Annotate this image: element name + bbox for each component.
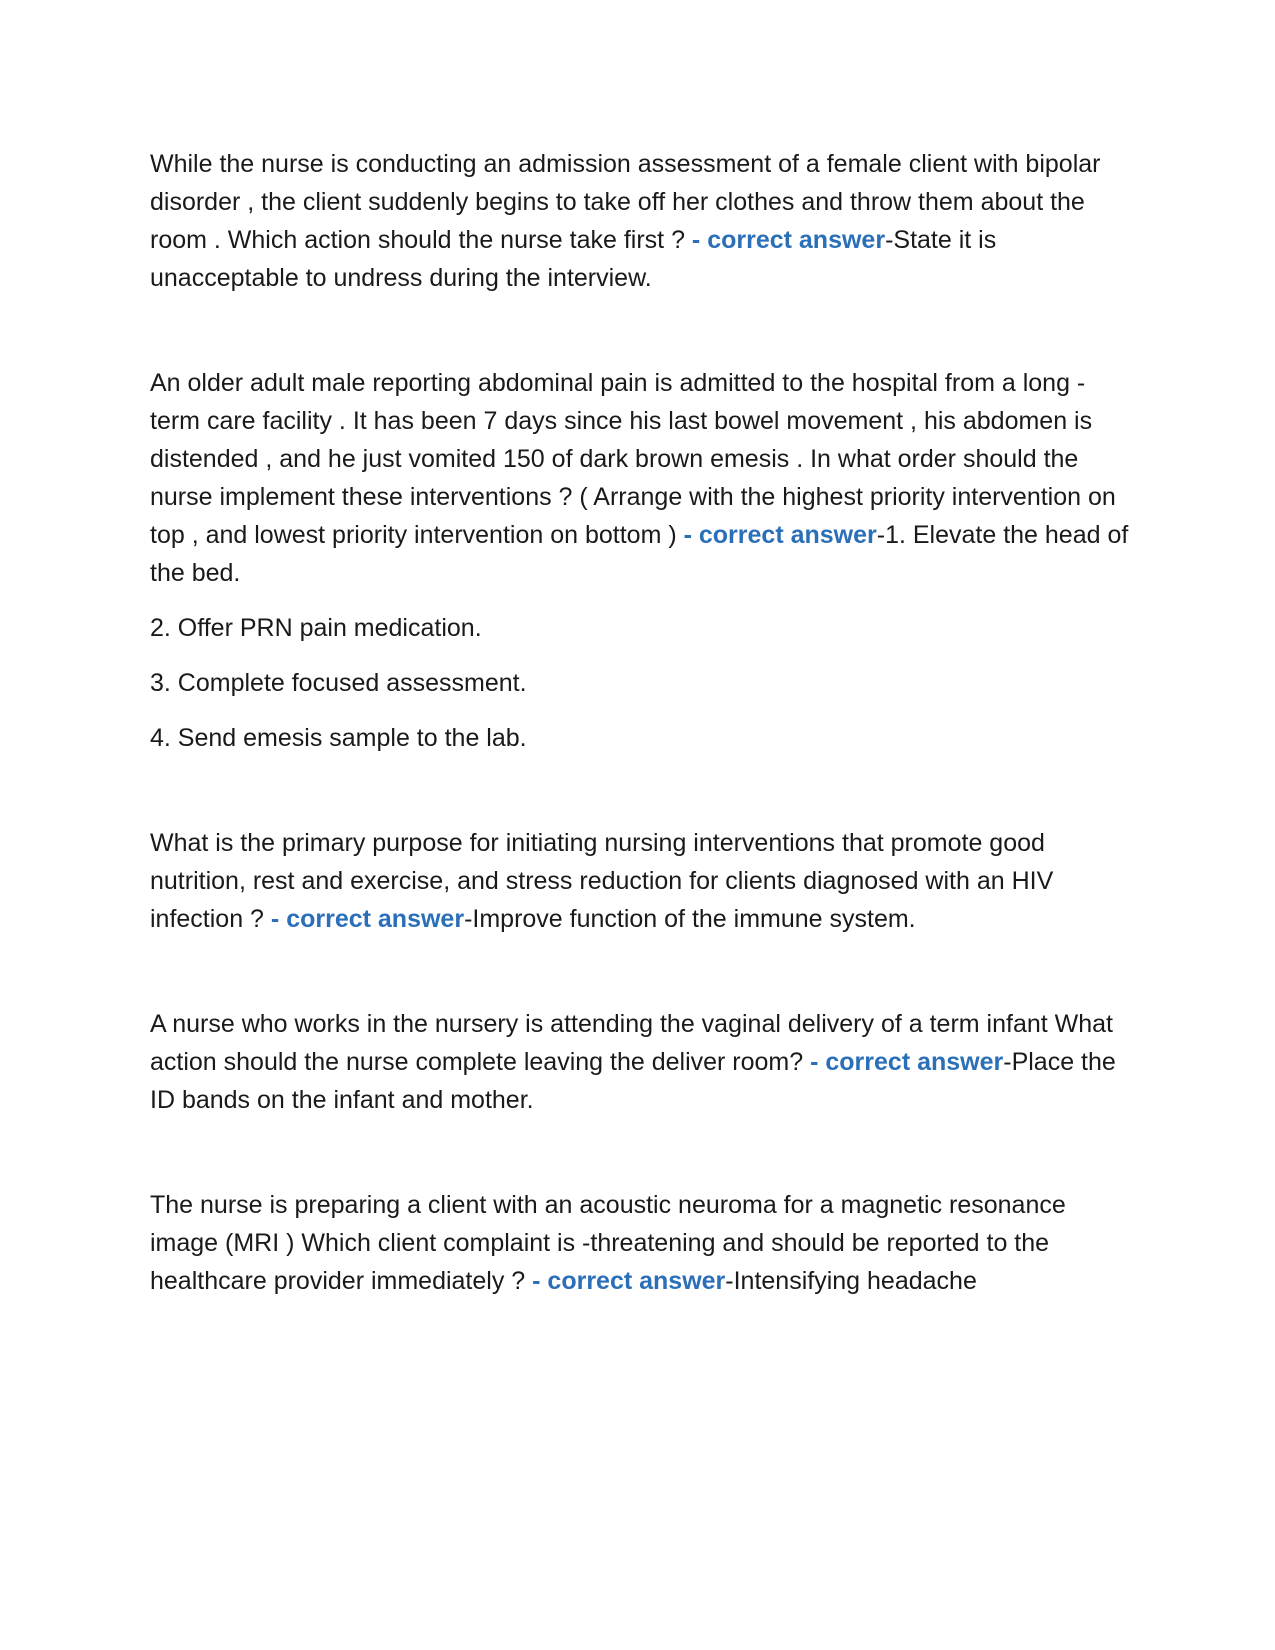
answer-text: -Improve function of the immune system. — [464, 905, 916, 933]
answer-text: -Intensifying headache — [725, 1267, 977, 1295]
answer-list-item: 4. Send emesis sample to the lab. — [150, 724, 527, 752]
question-text: An older adult male reporting abdominal pain is admitted to the hospital from a long -term care facility . It has been 7 days since his last bowel movement , his abdomen is distended , and he just vomited 150 of dark brown emesis . In what order should the nurse implement these interventions ? ( Arrange with the highest priority intervention on top , and lowest priority intervention on bottom ) — [150, 369, 1116, 549]
correct-answer-label: - correct answer — [810, 1048, 1004, 1076]
answer-text: -State it is unacceptable to undress during the interview. — [150, 226, 997, 292]
question-text: What is the primary purpose for initiating nursing interventions that promote good nutrition, rest and exercise, and stress reduction for clients diagnosed with an HIV infection ? — [150, 829, 1054, 933]
qa-item-3 — [150, 824, 1130, 938]
answer-text: -Place the ID bands on the infant and mother. — [150, 1048, 1116, 1114]
qa-item-1 — [150, 145, 1130, 297]
qa-item-2 — [150, 364, 1130, 592]
answer-list-item: 2. Offer PRN pain medication. — [150, 614, 482, 642]
question-text: The nurse is preparing a client with an acoustic neuroma for a magnetic resonance image (MRI ) Which client complaint is -threatening and should be reported to the healthcare provider immediately ? — [150, 1191, 1066, 1295]
correct-answer-label: - correct answer — [270, 905, 465, 933]
question-text: A nurse who works in the nursery is attending the vaginal delivery of a term infant What action should the nurse complete leaving the deliver room? — [150, 1010, 1113, 1076]
correct-answer-label: - correct answer — [691, 226, 886, 254]
answer-text: -1. Elevate the head of the bed. — [150, 521, 1129, 587]
correct-answer-label: - correct answer — [532, 1267, 726, 1295]
answer-list-item: 3. Complete focused assessment. — [150, 669, 527, 697]
qa-item-4 — [150, 1005, 1130, 1119]
correct-answer-label: - correct answer — [683, 521, 877, 549]
question-text: While the nurse is conducting an admission assessment of a female client with bipolar disorder , the client suddenly begins to take off her clothes and throw them about the room . Which action should the nurse take first ? — [150, 150, 1101, 254]
qa-item-5 — [150, 1186, 1130, 1300]
document-page — [150, 145, 1130, 1300]
